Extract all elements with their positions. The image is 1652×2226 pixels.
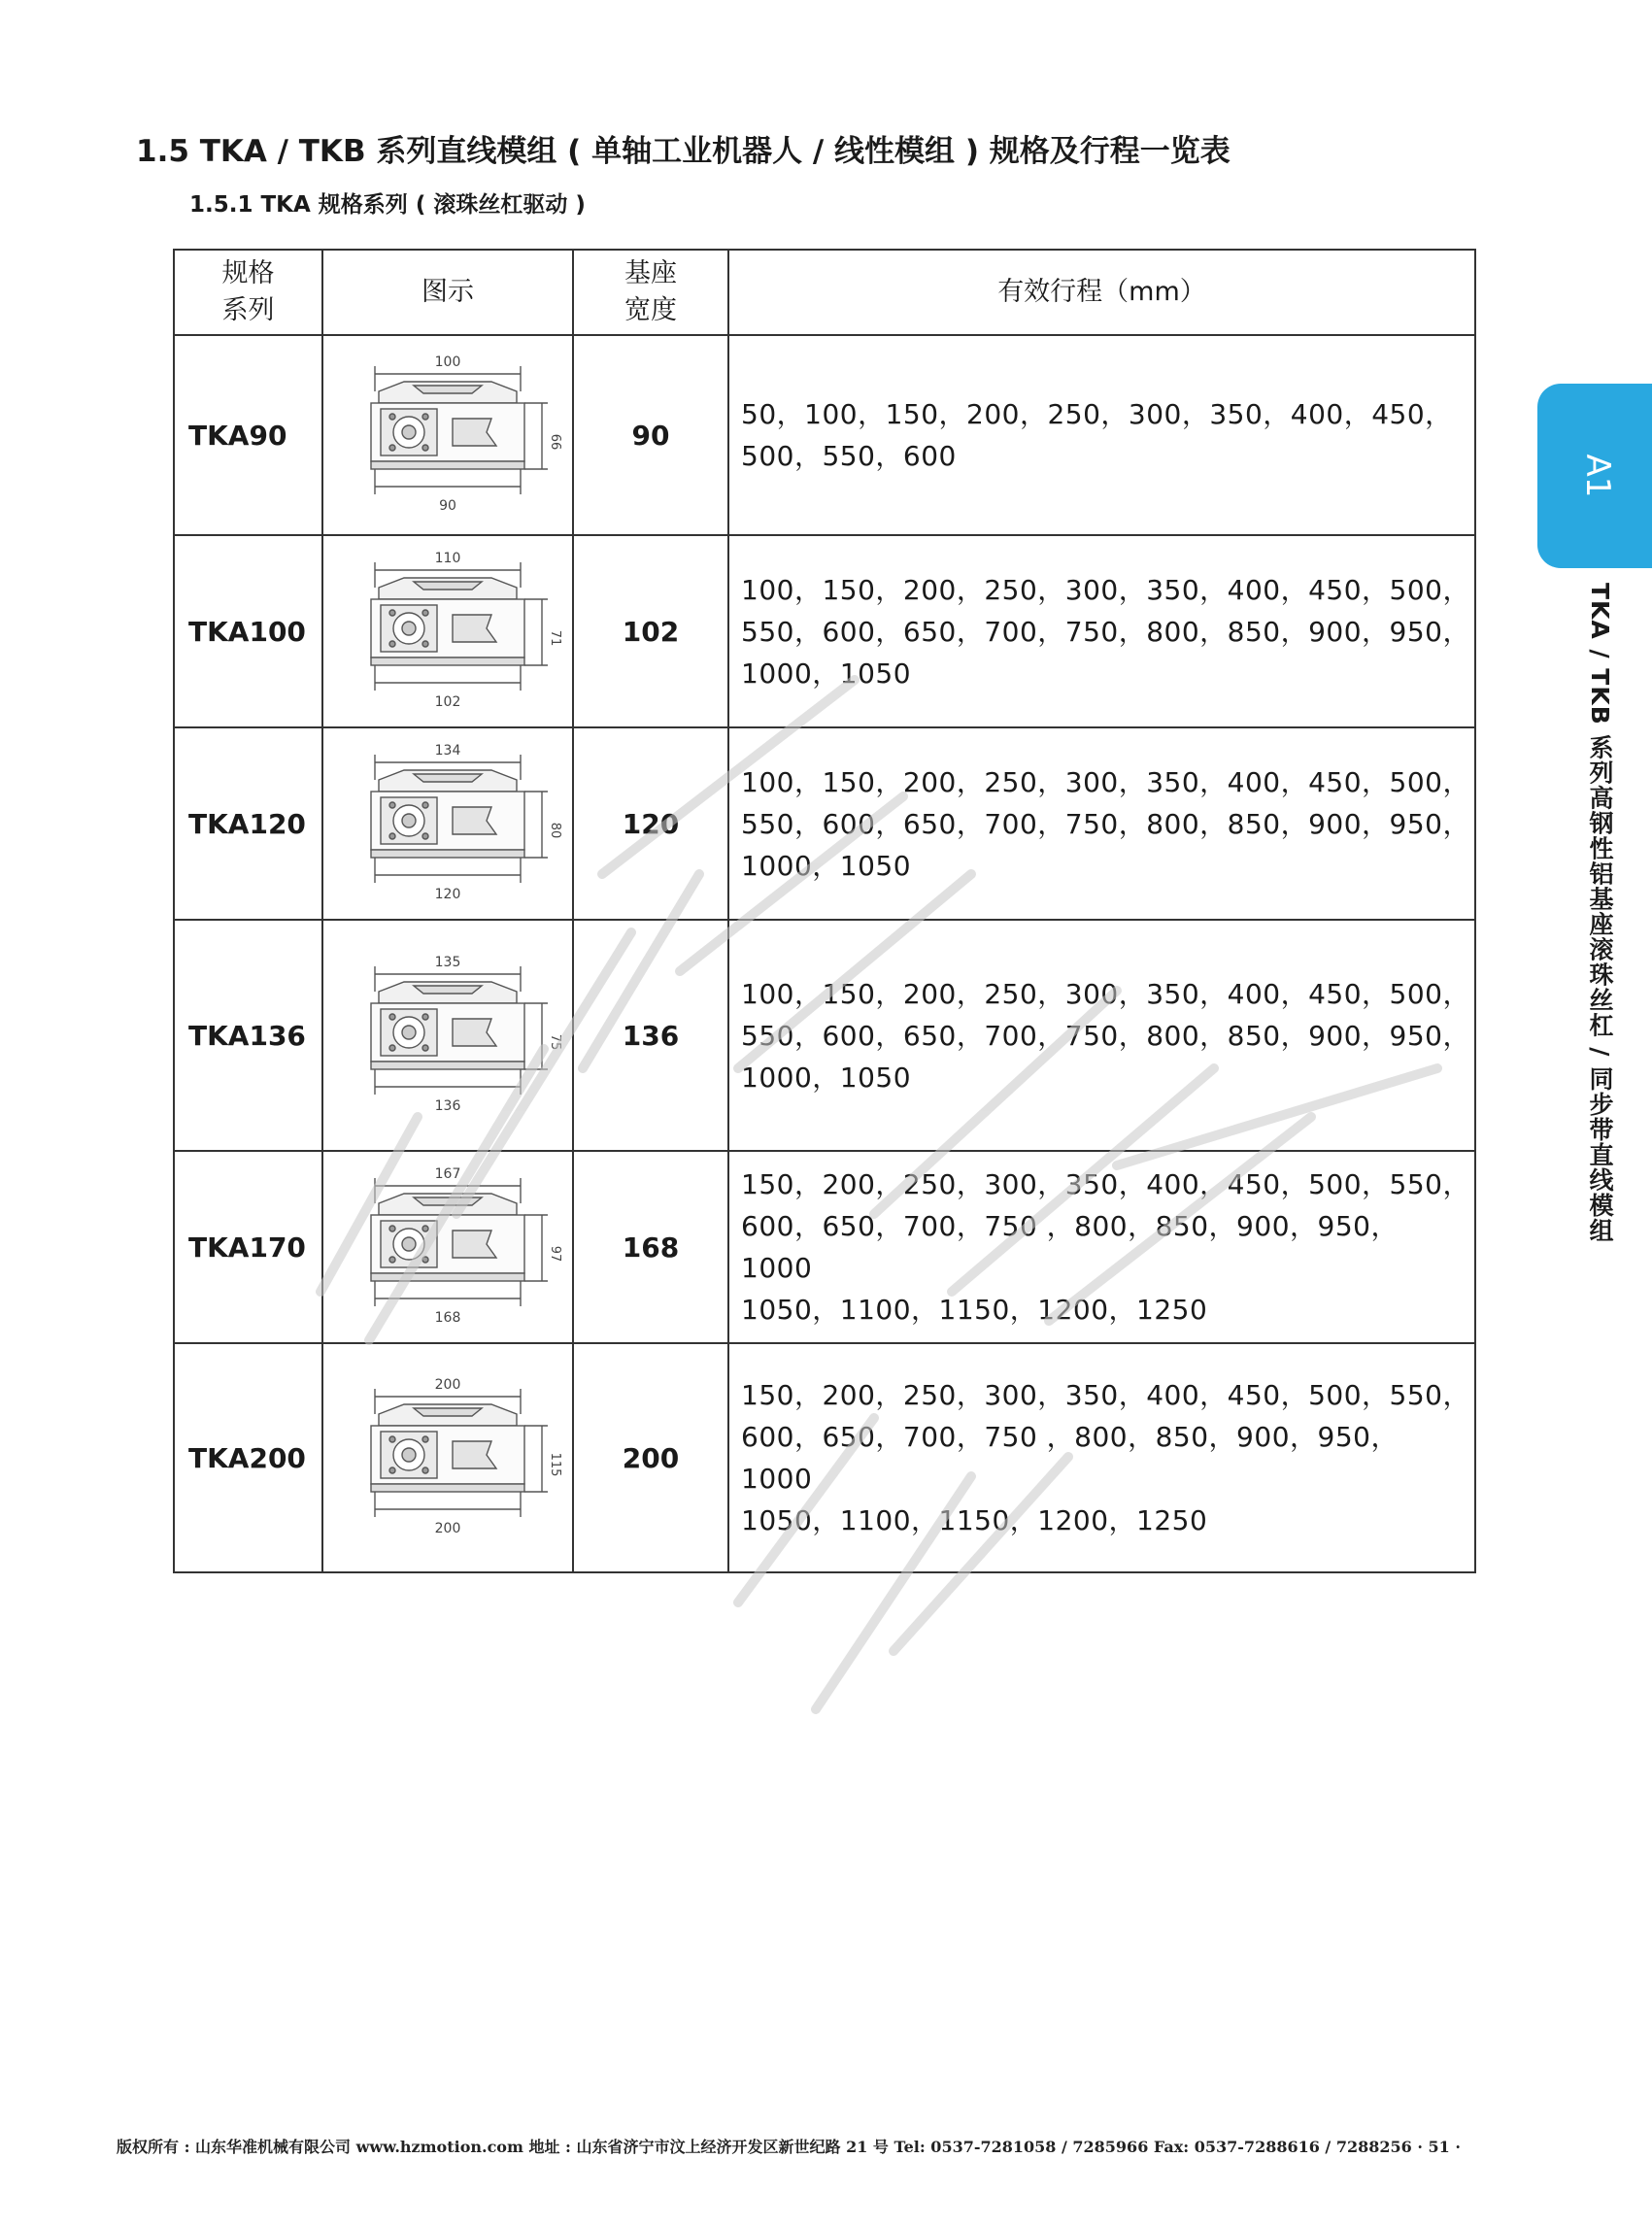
dim-top-label: 100 <box>434 354 461 370</box>
stroke-line: 100，150，200，250，300，350，400，450，500， <box>741 573 1470 606</box>
stroke-line: 100，150，200，250，300，350，400，450，500， <box>741 977 1470 1010</box>
figure-cell <box>322 920 573 1151</box>
stroke-line: 550，600，650，700，750，800，850，900，950， <box>741 807 1470 840</box>
spec-table <box>173 249 1476 1573</box>
model-name: TKA90 <box>174 335 322 535</box>
base-width: 168 <box>573 1151 728 1343</box>
stroke-line: 600，650，700，750 ，800，850，900，950， <box>741 1421 1399 1453</box>
figure-cell <box>322 727 573 920</box>
table-row <box>174 920 1475 1151</box>
dim-side-label: 97 <box>548 1245 562 1263</box>
stroke-line: 550，600，650，700，750，800，850，900，950， <box>741 615 1470 648</box>
dim-side-label: 80 <box>548 822 562 839</box>
stroke-list <box>728 1343 1475 1572</box>
stroke-line: 1000 <box>741 1252 813 1284</box>
figure-cell <box>322 1151 573 1343</box>
header-figure: 图示 <box>322 250 573 335</box>
stroke-line: 600，650，700，750 ，800，850，900，950， <box>741 1210 1399 1242</box>
table-row <box>174 535 1475 727</box>
base-width: 136 <box>573 920 728 1151</box>
stroke-line: 1000，1050 <box>741 1061 912 1094</box>
stroke-line: 1050，1100，1150，1200，1250 <box>741 1294 1208 1326</box>
module-cross-section-figure <box>336 741 562 906</box>
header-series-line1: 规格 <box>221 258 275 288</box>
stroke-line: 50，100，150，200，250，300，350，400，450， <box>741 398 1453 430</box>
table-row <box>174 727 1475 920</box>
stroke-line: 550，600，650，700，750，800，850，900，950， <box>741 1019 1470 1052</box>
table-row <box>174 1151 1475 1343</box>
dim-bottom-label: 168 <box>434 1310 461 1326</box>
figure-cell <box>322 335 573 535</box>
module-cross-section-figure <box>336 953 562 1118</box>
stroke-line: 1000 <box>741 1463 813 1495</box>
header-stroke: 有效行程（mm） <box>728 250 1475 335</box>
dim-top-label: 200 <box>434 1377 461 1393</box>
header-width-line1: 基座 <box>624 258 677 288</box>
module-cross-section-figure <box>336 353 562 518</box>
stroke-line: 150，200，250，300，350，400，450，500，550， <box>741 1168 1470 1200</box>
dim-bottom-label: 102 <box>434 694 461 710</box>
dim-top-label: 134 <box>434 743 461 759</box>
model-name: TKA170 <box>174 1151 322 1343</box>
stroke-line: 1000，1050 <box>741 657 912 690</box>
base-width: 102 <box>573 535 728 727</box>
dim-bottom-label: 120 <box>434 887 461 902</box>
stroke-list <box>728 920 1475 1151</box>
page-title: 1.5 TKA / TKB 系列直线模组 ( 单轴工业机器人 / 线性模组 ) 规格及行程一览表 <box>136 134 1231 169</box>
dim-side-label: 71 <box>548 629 562 647</box>
dim-side-label: 66 <box>548 433 562 451</box>
stroke-list <box>728 335 1475 535</box>
stroke-list <box>728 727 1475 920</box>
model-name: TKA136 <box>174 920 322 1151</box>
chapter-side-title: TKA / TKB 系列高钢性铝基座滚珠丝杠 / 同步带直线模组 <box>1586 583 1614 1244</box>
figure-cell <box>322 535 573 727</box>
table-header-row <box>174 250 1475 335</box>
dim-top-label: 135 <box>434 955 461 970</box>
stroke-line: 1050，1100，1150，1200，1250 <box>741 1504 1208 1536</box>
stroke-line: 500，550，600 <box>741 440 957 472</box>
model-name: TKA100 <box>174 535 322 727</box>
dim-bottom-label: 136 <box>434 1098 461 1114</box>
base-width: 120 <box>573 727 728 920</box>
header-series <box>174 250 322 335</box>
base-width: 90 <box>573 335 728 535</box>
dim-side-label: 115 <box>548 1452 562 1477</box>
module-cross-section-figure <box>336 1164 562 1330</box>
dim-side-label: 75 <box>548 1033 562 1051</box>
section-subtitle: 1.5.1 TKA 规格系列 ( 滚珠丝杠驱动 ) <box>189 192 586 218</box>
module-cross-section-figure <box>336 1375 562 1540</box>
dim-bottom-label: 90 <box>439 498 456 514</box>
model-name: TKA120 <box>174 727 322 920</box>
stroke-list <box>728 535 1475 727</box>
stroke-line: 1000，1050 <box>741 849 912 882</box>
page-footer: 版权所有 : 山东华准机械有限公司 www.hzmotion.com 地址 : 山东省济宁市汶上经济开发区新世纪路 21 号 Tel: 0537-7281058 / 7285966 Fax: 0537-7288616 / 7288256 · 51 · <box>117 2138 1461 2156</box>
base-width: 200 <box>573 1343 728 1572</box>
header-series-line2: 系列 <box>221 295 275 325</box>
dim-bottom-label: 200 <box>434 1521 461 1536</box>
table-row <box>174 335 1475 535</box>
stroke-line: 100，150，200，250，300，350，400，450，500， <box>741 765 1470 798</box>
chapter-tab-label: A1 <box>1578 454 1617 498</box>
dim-top-label: 110 <box>434 551 461 566</box>
stroke-list <box>728 1151 1475 1343</box>
header-width-line2: 宽度 <box>624 295 677 325</box>
model-name: TKA200 <box>174 1343 322 1572</box>
stroke-line: 150，200，250，300，350，400，450，500，550， <box>741 1379 1470 1411</box>
header-width <box>573 250 728 335</box>
dim-top-label: 167 <box>434 1166 461 1182</box>
table-row <box>174 1343 1475 1572</box>
figure-cell <box>322 1343 573 1572</box>
module-cross-section-figure <box>336 549 562 714</box>
